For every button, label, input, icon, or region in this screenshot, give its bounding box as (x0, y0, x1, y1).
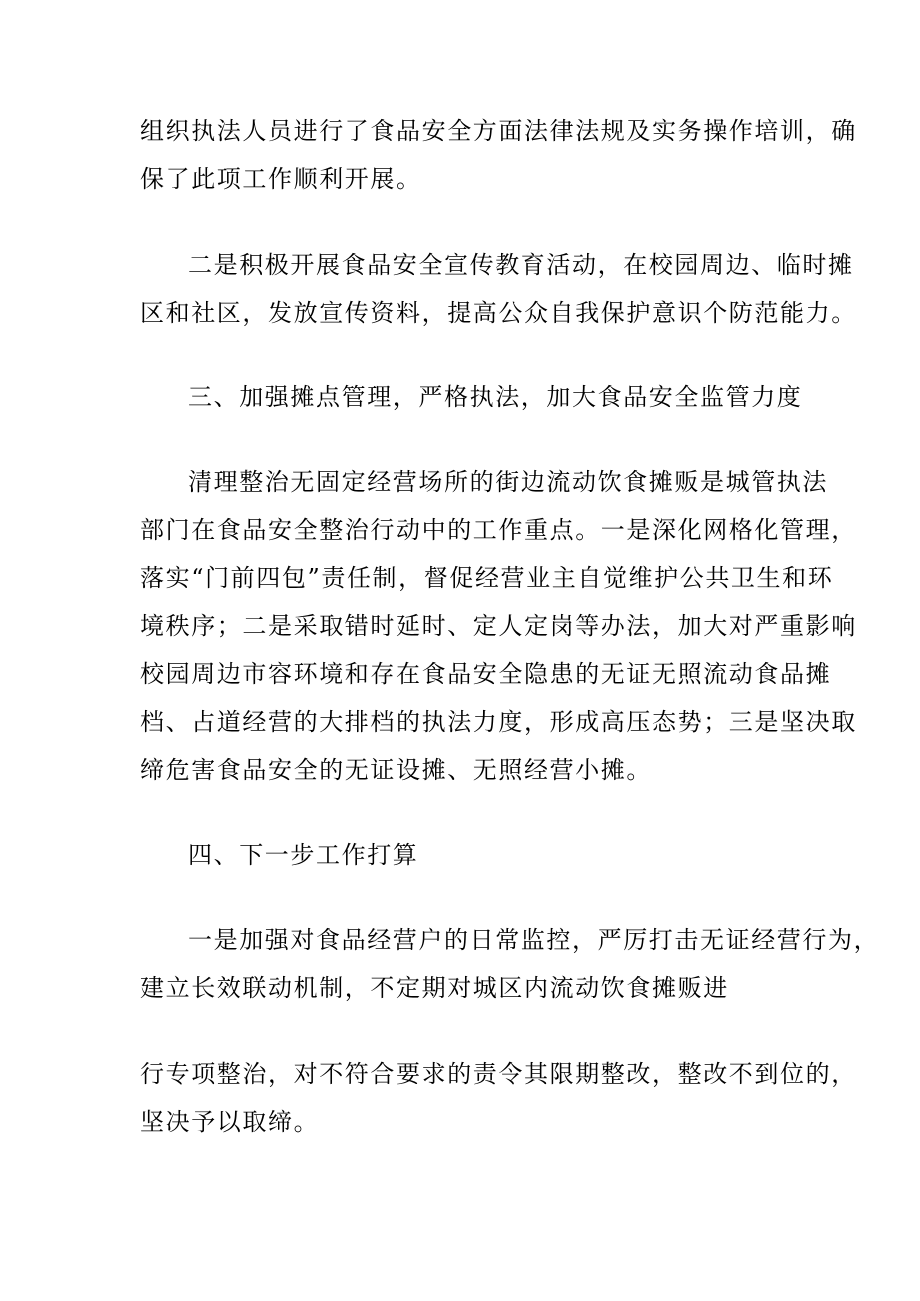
text-line: 清理整治无固定经营场所的街边流动饮食摊贩是城管执法 (188, 468, 828, 496)
section-heading: 三、加强摊点管理，严格执法，加大食品安全监管力度 (188, 383, 803, 411)
text-line: 区和社区，发放宣传资料，提高公众自我保护意识个防范能力。 (140, 299, 857, 327)
text-line: 境秩序；二是采取错时延时、定人定岗等办法，加大对严重影响 (140, 612, 857, 640)
text-line: 组织执法人员进行了食品安全方面法律法规及实务操作培训，确 (140, 117, 857, 145)
text-line: 一是加强对食品经营户的日常监控，严厉打击无证经营行为， (188, 926, 880, 954)
text-line: 行专项整治，对不符合要求的责令其限期整改，整改不到位的， (140, 1060, 857, 1088)
text-line: 保了此项工作顺利开展。 (140, 165, 422, 193)
text-line: 落实“门前四包”责任制，督促经营业主自觉维护公共卫生和环 (140, 564, 834, 592)
text-line: 档、占道经营的大排档的执法力度，形成高压态势；三是坚决取 (140, 708, 857, 736)
text-line: 坚决予以取缔。 (140, 1108, 320, 1136)
text-line: 建立长效联动机制，不定期对城区内流动饮食摊贩进 (140, 974, 729, 1002)
text-line: 部门在食品安全整治行动中的工作重点。一是深化网格化管理， (140, 516, 857, 544)
text-line: 二是积极开展食品安全宣传教育活动，在校园周边、临时摊 (188, 251, 854, 279)
text-line: 缔危害食品安全的无证设摊、无照经营小摊。 (140, 756, 652, 784)
text-line: 校园周边市容环境和存在食品安全隐患的无证无照流动食品摊 (140, 660, 832, 688)
section-heading: 四、下一步工作打算 (188, 841, 419, 869)
